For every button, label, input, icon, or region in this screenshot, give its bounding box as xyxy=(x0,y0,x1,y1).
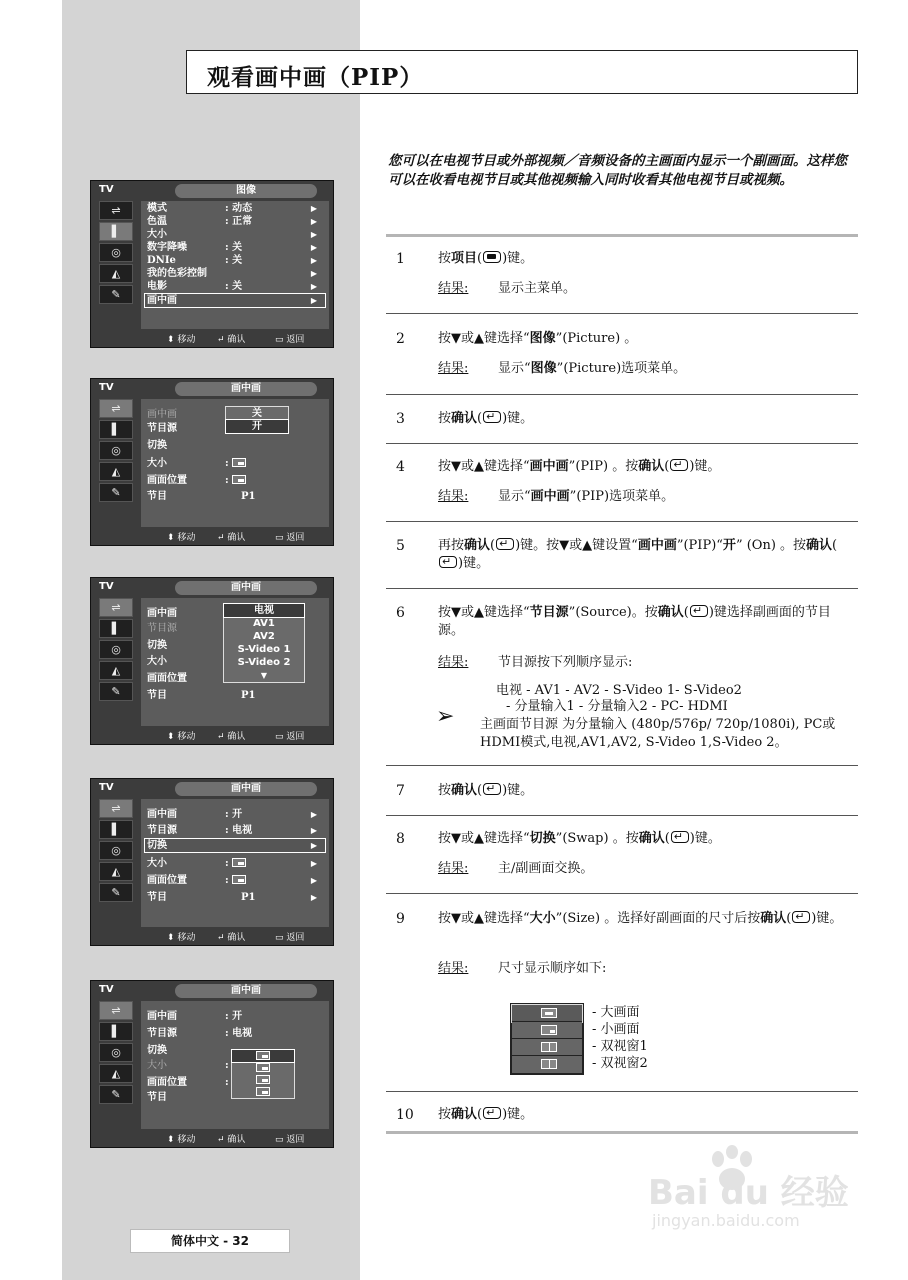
input-icon: ⇌ xyxy=(99,399,133,418)
step-10 xyxy=(386,1106,858,1134)
tv-menu-picture xyxy=(90,180,334,348)
right-arrow-icon: ▶ xyxy=(310,204,317,213)
enter-key-icon xyxy=(496,538,514,550)
step-9 xyxy=(386,910,858,1092)
large-size-icon xyxy=(256,1051,270,1060)
step-number: 8 xyxy=(396,831,405,847)
menu-row-dnie[interactable]: DNIe : 关 ▶ xyxy=(147,255,317,266)
right-arrow-icon: ▶ xyxy=(310,217,317,226)
menu-title: 图像 xyxy=(175,184,317,198)
step-number: 2 xyxy=(396,331,405,347)
step-text: 按▼或▲键选择“大小”(Size) 。选择好副画面的尺寸后按确认(↵ )键。 xyxy=(438,910,856,928)
step-6 xyxy=(386,604,858,766)
menu-row-program[interactable]: 节目 xyxy=(147,1092,167,1103)
step-text: 按▼或▲键选择“画中画”(PIP) 。按确认(↵ )键。 xyxy=(438,458,856,476)
menu-footer: ⬍ 移动 ↵ 确认 ▭ 返回 xyxy=(167,533,305,543)
menu-title: 画中画 xyxy=(175,581,317,595)
menu-row-swap[interactable]: 切换 xyxy=(147,440,167,451)
menu-row-color-tone[interactable]: 色温 : 正常 ▶ xyxy=(147,216,317,227)
menu-panel xyxy=(141,799,329,927)
step-text: 再按确认(↵ )键。按▼或▲键设置“画中画”(PIP)“开” (On) 。按确认(↵)键。 xyxy=(438,537,856,573)
step-result: 结果: 显示“画中画”(PIP)选项菜单。 xyxy=(438,489,675,504)
step-4 xyxy=(386,458,858,522)
popup-option-small[interactable] xyxy=(232,1062,294,1074)
menu-row-size[interactable]: 大小 ▶ xyxy=(147,229,317,240)
step-result: 结果: 节目源按下列顺序显示: xyxy=(438,655,633,670)
menu-title: 画中画 xyxy=(175,382,317,396)
menu-footer: ⬍ 移动 ↵ 确认 ▭ 返回 xyxy=(167,933,305,943)
popup-option-on[interactable]: 开 xyxy=(226,420,288,433)
step-text: 按▼或▲键选择“切换”(Swap) 。按确认(↵ )键。 xyxy=(438,830,856,848)
step-number: 5 xyxy=(396,538,405,554)
menu-sidebar xyxy=(97,399,137,527)
popup-option-dual2[interactable] xyxy=(232,1086,294,1098)
channel-icon: ◭ xyxy=(99,862,133,881)
picture-icon: ▌ xyxy=(99,820,133,839)
move-hint: ⬍ 移动 xyxy=(167,335,196,345)
menu-row-position[interactable]: 画面位置 : xyxy=(145,474,325,487)
menu-row-program[interactable]: 节目 P1 ▶ xyxy=(147,892,317,903)
menu-sidebar xyxy=(97,1001,137,1129)
step-7 xyxy=(386,782,858,816)
right-arrow-icon: ▶ xyxy=(310,243,317,252)
step-text: 按确认(↵ )键。 xyxy=(438,410,856,428)
menu-row-swap[interactable]: 切换 ▶ xyxy=(145,839,325,852)
channel-icon: ◭ xyxy=(99,462,133,481)
step-text: 按确认(↵ )键。 xyxy=(438,782,856,800)
menu-title: 画中画 xyxy=(175,984,317,998)
step-5 xyxy=(386,537,858,589)
picture-icon: ▌ xyxy=(99,1022,133,1041)
menu-footer xyxy=(141,331,329,345)
input-icon: ⇌ xyxy=(99,598,133,617)
menu-row-pip[interactable]: 画中画 : 开 xyxy=(147,1011,243,1022)
step-number: 3 xyxy=(396,411,405,427)
step-number: 4 xyxy=(396,459,405,475)
tv-menu-pip-source: TV 画中画 ⇌ ▌ ◎ ◭ ✎ 画中画 节目源 切换 大小 画面位置 节目 P1 电视 AV1 AV2 S-Video 1 S-Video 2 ▼ ⬍ 移动 ↵ 确认 ▭ 返回 xyxy=(90,577,334,745)
popup-option-off[interactable]: 关 xyxy=(252,408,262,419)
menu-row-position[interactable]: 画面位置 : xyxy=(147,1077,229,1088)
dual-view-1-icon xyxy=(541,1042,557,1052)
size-labels xyxy=(592,1004,648,1072)
picture-icon: ▌ xyxy=(99,619,133,638)
source-note: 主画面节目源 为分量输入 (480p/576p/ 720p/1080i), PC或HDMI模式,电视,AV1,AV2, S-Video 1,S-Video 2。 xyxy=(480,717,836,750)
step-number: 7 xyxy=(396,783,405,799)
dual-view-2-icon xyxy=(256,1087,270,1096)
source-sequence-line-1: 电视 - AV1 - AV2 - S-Video 1- S-Video2 xyxy=(496,683,742,698)
menu-row-size[interactable]: 大小 xyxy=(147,656,167,667)
enter-hint: ↵ 确认 xyxy=(217,335,246,345)
enter-key-icon xyxy=(439,556,457,568)
tv-menu-pip-onoff: TV 画中画 ⇌ ▌ ◎ ◭ ✎ 画中画 节目源 切换 大小 : 画面位置 : 节目 P1 关 开 ⬍ 移动 ↵ 确认 ▭ 返回 xyxy=(90,378,334,546)
sound-icon: ◎ xyxy=(99,841,133,860)
sound-icon: ◎ xyxy=(99,243,133,262)
menu-row-pip[interactable]: 画中画 ▶ xyxy=(145,294,325,307)
size-dual2-cell xyxy=(512,1056,582,1073)
popup-option-svideo2[interactable]: S-Video 2 xyxy=(237,657,291,668)
step-result: 结果: 主/副画面交换。 xyxy=(438,861,594,876)
step-number: 6 xyxy=(396,605,405,621)
sound-icon: ◎ xyxy=(99,1043,133,1062)
step-result: 结果: 尺寸显示顺序如下: xyxy=(438,961,607,976)
step-3 xyxy=(386,410,858,444)
step-number: 10 xyxy=(396,1107,414,1123)
enter-key-icon xyxy=(483,1107,501,1119)
enter-key-icon xyxy=(671,831,689,843)
popup-option-tv[interactable]: 电视 xyxy=(224,604,304,617)
step-number: 1 xyxy=(396,251,405,267)
input-icon: ⇌ xyxy=(99,799,133,818)
size-label-small: - 小画面 xyxy=(592,1022,640,1037)
menu-sidebar xyxy=(97,799,137,927)
right-arrow-icon: ▶ xyxy=(310,230,317,239)
step-8 xyxy=(386,830,858,894)
enter-key-icon xyxy=(792,911,810,923)
menu-row-source[interactable]: 节目源 : 电视 ▶ xyxy=(147,825,317,836)
size-icon xyxy=(232,458,246,467)
step-result: 结果: 显示主菜单。 xyxy=(438,281,577,296)
page-number: 简体中文 - 32 xyxy=(130,1229,290,1253)
note-arrow-icon: ➢ xyxy=(436,704,455,729)
menu-row-swap[interactable]: 切换 xyxy=(147,1045,167,1056)
menu-row-source[interactable]: 节目源 : 电视 xyxy=(147,1028,253,1039)
menu-row-pip[interactable]: 画中画 : 开 ▶ xyxy=(147,809,317,820)
enter-key-icon xyxy=(483,783,501,795)
menu-footer: ⬍ 移动 ↵ 确认 ▭ 返回 xyxy=(167,732,305,742)
menu-title: 画中画 xyxy=(175,782,317,796)
menu-row-mode[interactable]: 模式 : 动态 ▶ xyxy=(147,203,317,214)
setup-icon: ✎ xyxy=(99,883,133,902)
pip-source-popup xyxy=(223,603,305,683)
top-rule xyxy=(386,234,858,237)
popup-option-av1[interactable]: AV1 xyxy=(253,618,275,629)
menu-panel xyxy=(141,598,329,726)
menu-row-size[interactable]: 大小 : ▶ xyxy=(147,858,317,869)
menu-row-source[interactable]: 节目源 xyxy=(147,623,177,634)
menu-row-swap[interactable]: 切换 xyxy=(147,640,167,651)
menu-row-dnr[interactable]: 数字降噪 : 关 ▶ xyxy=(147,242,317,253)
channel-icon: ◭ xyxy=(99,661,133,680)
watermark-url: jingyan.baidu.com xyxy=(652,1211,800,1230)
size-large-cell xyxy=(512,1005,582,1022)
source-sequence-line-2: - 分量输入1 - 分量输入2 - PC- HDMI xyxy=(506,699,728,714)
popup-more-icon[interactable]: ▼ xyxy=(260,671,268,680)
page-title-box xyxy=(186,50,858,94)
sound-icon: ◎ xyxy=(99,441,133,460)
step-result: 结果: 显示“图像”(Picture)选项菜单。 xyxy=(438,361,687,376)
large-size-icon xyxy=(541,1008,557,1018)
menu-row-my-color[interactable]: 我的色彩控制 ▶ xyxy=(147,268,317,279)
menu-row-film[interactable]: 电影 : 关 ▶ xyxy=(147,281,317,292)
setup-icon: ✎ xyxy=(99,682,133,701)
size-label-large: - 大画面 xyxy=(592,1005,640,1020)
right-arrow-icon: ▶ xyxy=(310,282,317,291)
setup-icon: ✎ xyxy=(99,1085,133,1104)
step-1 xyxy=(386,250,858,314)
menu-row-size[interactable]: 大小 : xyxy=(147,1060,229,1071)
small-size-icon xyxy=(256,1063,270,1072)
menu-row-position[interactable]: 画面位置 : ▶ xyxy=(147,875,317,886)
input-icon: ⇌ xyxy=(99,1001,133,1020)
intro-paragraph: 您可以在电视节目或外部视频／音频设备的主画面内显示一个副画面。这样您可以在收看电视节目或其他视频输入同时收看其他电视节目或视频。 xyxy=(388,153,847,188)
step-text: 按确认(↵ )键。 xyxy=(438,1106,856,1124)
enter-key-icon xyxy=(690,605,708,617)
size-label-dual2: - 双视窗2 xyxy=(592,1056,648,1071)
picture-icon: ▌ xyxy=(99,222,133,241)
menu-row-size[interactable]: 大小 : xyxy=(145,457,325,470)
picture-icon: ▌ xyxy=(99,420,133,439)
position-icon xyxy=(232,875,246,884)
menu-row-program[interactable]: 节目 P1 xyxy=(147,491,256,502)
step-text: 按▼或▲键选择“图像”(Picture) 。 xyxy=(438,331,638,346)
setup-icon: ✎ xyxy=(99,483,133,502)
right-arrow-icon: ▶ xyxy=(310,269,317,278)
popup-option-large[interactable] xyxy=(232,1050,294,1062)
menu-panel xyxy=(141,399,329,527)
dual-view-2-icon xyxy=(541,1059,557,1069)
menu-key-icon xyxy=(483,251,501,263)
setup-icon: ✎ xyxy=(99,285,133,304)
step-number: 9 xyxy=(396,911,405,927)
step-2 xyxy=(386,330,858,395)
enter-key-icon xyxy=(670,459,688,471)
channel-icon: ◭ xyxy=(99,264,133,283)
pip-size-popup xyxy=(231,1049,295,1099)
size-small-cell xyxy=(512,1022,582,1039)
popup-option-av2[interactable]: AV2 xyxy=(253,631,275,642)
size-label-dual1: - 双视窗1 xyxy=(592,1039,648,1054)
dual-view-1-icon xyxy=(256,1075,270,1084)
enter-key-icon xyxy=(483,411,501,423)
menu-row-pip[interactable]: 画中画 xyxy=(147,409,177,420)
sound-icon: ◎ xyxy=(99,640,133,659)
pip-onoff-popup xyxy=(225,406,289,434)
menu-row-position[interactable]: 画面位置 xyxy=(147,673,187,684)
right-arrow-icon: ▶ xyxy=(310,256,317,265)
small-size-icon xyxy=(541,1025,557,1035)
menu-row-program[interactable]: 节目 P1 xyxy=(147,690,256,701)
menu-sidebar xyxy=(97,201,137,329)
page-title: 观看画中画（PIP） xyxy=(207,64,424,91)
watermark-brand: Bai du 经验 xyxy=(648,1173,849,1213)
tv-label: TV xyxy=(99,184,114,195)
tv-menu-pip-size: TV 画中画 ⇌ ▌ ◎ ◭ ✎ 画中画 : 开 节目源 : 电视 切换 大小 : 画面位置 : 节目 ⬍ 移动 ↵ 确认 ▭ 返回 xyxy=(90,980,334,1148)
right-arrow-icon: ▶ xyxy=(310,296,317,305)
return-hint: ▭ 返回 xyxy=(275,335,305,345)
size-icon xyxy=(232,858,246,867)
tv-menu-pip-swap: TV 画中画 ⇌ ▌ ◎ ◭ ✎ 画中画 : 开 ▶ 节目源 : 电视 ▶ 切换 ▶ 大小 : ▶ 画面位置 : ▶ 节目 P1 ▶ ⬍ 移动 ↵ 确认 ▭ 返回 xyxy=(90,778,334,946)
size-dual1-cell xyxy=(512,1039,582,1056)
size-legend-panel xyxy=(510,1003,584,1075)
menu-panel xyxy=(141,201,329,329)
menu-row-source[interactable]: 节目源 xyxy=(147,423,177,434)
step-text: 按项目( )键。 xyxy=(438,251,534,266)
step-text: 按▼或▲键选择“节目源”(Source)。按确认(↵ )键选择副画面的节目源。 xyxy=(438,604,856,640)
menu-panel xyxy=(141,1001,329,1129)
channel-icon: ◭ xyxy=(99,1064,133,1083)
menu-row-pip[interactable]: 画中画 xyxy=(147,608,177,619)
input-icon: ⇌ xyxy=(99,201,133,220)
menu-sidebar xyxy=(97,598,137,726)
popup-option-svideo1[interactable]: S-Video 1 xyxy=(237,644,291,655)
menu-footer: ⬍ 移动 ↵ 确认 ▭ 返回 xyxy=(167,1135,305,1145)
position-icon xyxy=(232,475,246,484)
popup-option-dual1[interactable] xyxy=(232,1074,294,1086)
